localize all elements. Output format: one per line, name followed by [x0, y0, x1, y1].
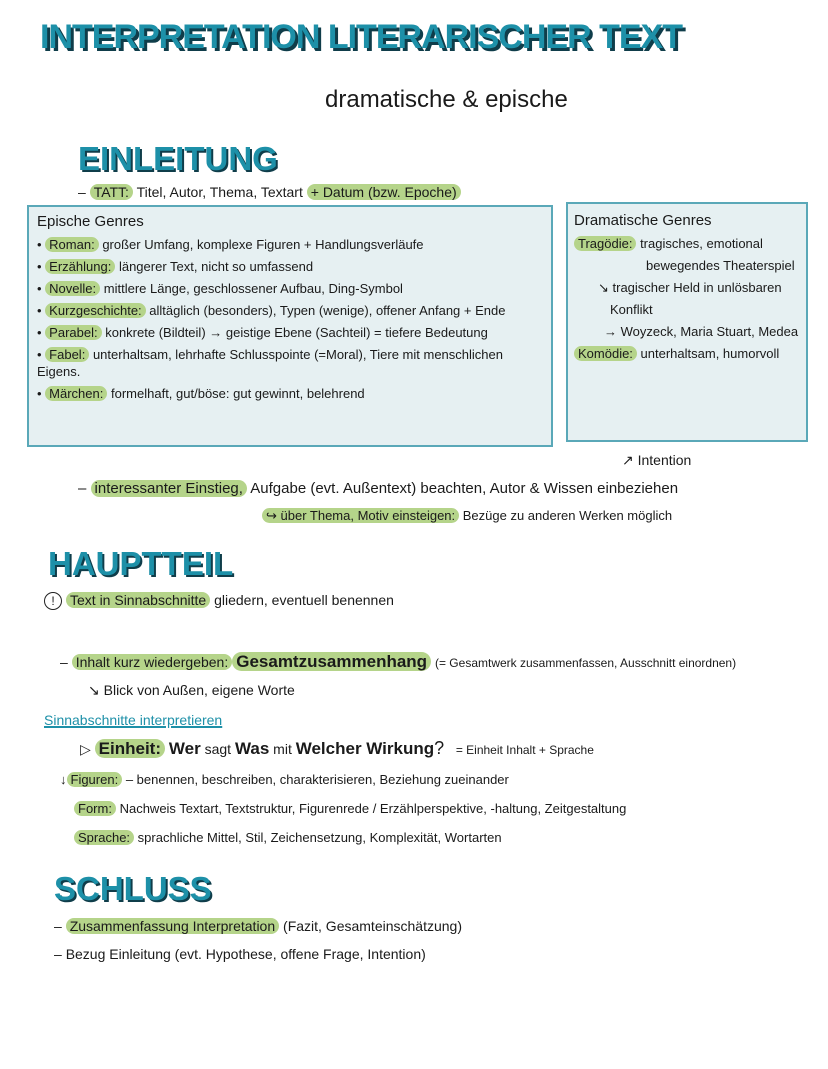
epic-genre-item: • Fabel: unterhaltsam, lehrhafte Schlusspointe (=Moral), Tiere mit menschlichen Eigens.	[37, 347, 503, 379]
schluss-line-2: – Bezug Einleitung (evt. Hypothese, offene Frage, Intention)	[54, 946, 426, 962]
epic-genre-item: • Märchen: formelhaft, gut/böse: gut gewinnt, belehrend	[37, 386, 365, 401]
epic-genre-item: • Kurzgeschichte: alltäglich (besonders), Typen (wenige), offener Anfang + Ende	[37, 303, 506, 318]
sprache-line: Sprache: sprachliche Mittel, Stil, Zeichensetzung, Komplexität, Wortarten	[74, 830, 502, 845]
einheit-line: ▷ Einheit: Wer sagt Was mit Welcher Wirkung? = Einheit Inhalt + Sprache	[80, 738, 594, 758]
einstieg-line: – interessanter Einstieg, Aufgabe (evt. Außentext) beachten, Autor & Wissen einbeziehen	[78, 480, 679, 497]
warning-icon: !	[44, 592, 62, 610]
epic-box-title: Epische Genres	[37, 213, 144, 230]
heading-hauptteil: HAUPTTEIL	[48, 545, 234, 582]
schluss-line-1: – Zusammenfassung Interpretation (Fazit, Gesamteinschätzung)	[54, 918, 462, 934]
figuren-line: ↓ Figuren: – benennen, beschreiben, charakterisieren, Beziehung zueinander	[60, 772, 509, 787]
tatt-line: – TATT: Titel, Autor, Thema, Textart + Datum (bzw. Epoche)	[78, 184, 461, 200]
heading-einleitung: EINLEITUNG	[78, 140, 278, 177]
intention-note: ↗ Intention	[622, 452, 692, 468]
drama-genres-box: Dramatische Genres Tragödie: tragisches, emotional bewegendes Theaterspiel ↘ tragischer Held in unlösbaren Konflikt → Woyzeck, Maria Stuart, Medea Komödie: unterhaltsam, humorvoll	[566, 202, 808, 442]
epic-genre-list	[37, 236, 543, 402]
epic-genre-item: • Novelle: mittlere Länge, geschlossener Aufbau, Ding-Symbol	[37, 281, 403, 296]
einstieg-sub-line: ↪ über Thema, Motiv einsteigen: Bezüge zu anderen Werken möglich	[262, 508, 672, 524]
page-subtitle: dramatische & epische	[325, 86, 568, 113]
epic-genre-item: • Parabel: konkrete (Bildteil) → geistige Ebene (Sachteil) = tiefere Bedeutung	[37, 325, 488, 340]
epic-genre-item: • Erzählung: längerer Text, nicht so umfassend	[37, 259, 314, 274]
inhalt-line: – Inhalt kurz wiedergeben: Gesamtzusammenhang (= Gesamtwerk zusammenfassen, Ausschnitt einordnen)	[60, 652, 737, 671]
heading-schluss: SCHLUSS	[54, 870, 212, 907]
sinnabschnitte-heading: Sinnabschnitte interpretieren	[44, 712, 223, 728]
epic-genre-item: • Roman: großer Umfang, komplexe Figuren + Handlungsverläufe	[37, 237, 424, 252]
page-title: INTERPRETATION LITERARISCHER TEXT	[40, 18, 682, 56]
gliedern-line: ! Text in Sinnabschnitte gliedern, eventuell benennen	[44, 592, 394, 610]
epic-genres-box	[27, 205, 553, 447]
form-line: Form: Nachweis Textart, Textstruktur, Figurenrede / Erzählperspektive, -haltung, Zeitgestaltung	[74, 801, 626, 816]
tatt-label: TATT:	[90, 184, 133, 200]
blick-line: ↘ Blick von Außen, eigene Worte	[88, 682, 295, 698]
